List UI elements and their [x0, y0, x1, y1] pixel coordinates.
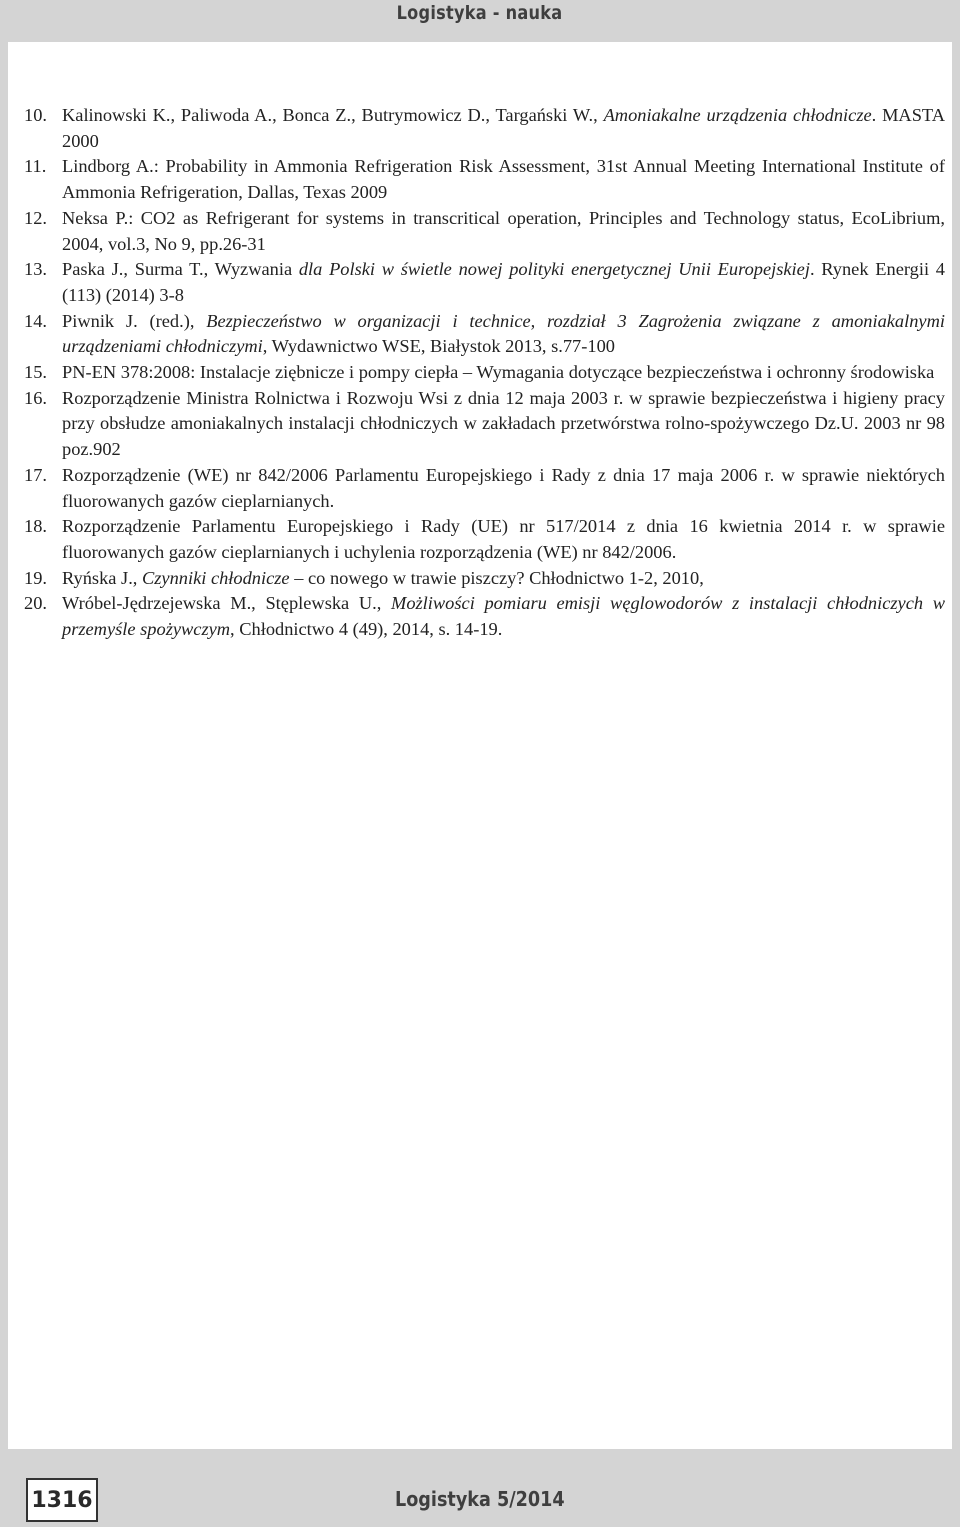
reference-text: [62, 591, 945, 642]
reference-text-segment: Lindborg A.: Probability in Ammonia Refrigeration Risk Assessment, 31st Annual Meeting International Institute of Ammonia Refrigeration, Dallas, Texas 2009: [62, 156, 945, 203]
reference-item: [24, 257, 945, 308]
reference-text: [62, 309, 945, 360]
reference-item: [24, 103, 945, 154]
reference-item: [24, 309, 945, 360]
reference-number: 19.: [24, 567, 47, 588]
reference-item: [24, 206, 945, 257]
reference-text-segment: Kalinowski K., Paliwoda A., Bonca Z., Butrymowicz D., Targański W.,: [62, 105, 604, 125]
reference-number: 20.: [24, 593, 47, 614]
reference-text-segment: PN-EN 378:2008: Instalacje ziębnicze i pompy ciepła – Wymagania dotyczące bezpieczeństwa i ochronny środowiska: [62, 362, 935, 383]
reference-text-segment: . MASTA 2000: [62, 105, 945, 151]
reference-number: 11.: [24, 156, 47, 177]
reference-number: 15.: [24, 362, 47, 383]
reference-text: [62, 257, 945, 308]
reference-text: [62, 386, 945, 463]
reference-number: 16.: [24, 387, 47, 408]
reference-item: [24, 591, 945, 642]
reference-item: [24, 514, 945, 565]
reference-text: [62, 514, 945, 565]
reference-item: [24, 360, 945, 386]
reference-text: [62, 463, 945, 514]
reference-text-segment: Rozporządzenie Ministra Rolnictwa i Rozwoju Wsi z dnia 12 maja 2003 r. w sprawie bezpieczeństwa i higieny pracy przy obsłudze amoniakalnych instalacji chłodniczych w zakładach przetwórstwa rolno-spożywczego Dz.U. 2003 nr 98 poz.902: [62, 387, 945, 460]
reference-text: [62, 206, 945, 257]
reference-number: 10.: [24, 105, 47, 125]
reference-text-segment: , Chłodnictwo 4 (49), 2014, s. 14-19.: [230, 619, 503, 640]
page-body: [8, 42, 952, 1449]
reference-item: [24, 463, 945, 514]
reference-number: 17.: [24, 464, 47, 485]
reference-text-segment: – co nowego w trawie piszczy? Chłodnictwo 1-2, 2010,: [289, 567, 704, 588]
reference-number: 13.: [24, 259, 47, 280]
reference-text: [62, 103, 945, 154]
journal-issue: Logistyka 5/2014: [395, 1487, 565, 1511]
reference-number: 12.: [24, 207, 47, 228]
reference-text-segment: , Wydawnictwo WSE, Białystok 2013, s.77-100: [262, 336, 615, 357]
reference-text: [62, 566, 945, 592]
reference-number: 14.: [24, 310, 47, 331]
reference-title-italic: Możliwości pomiaru emisji węglowodorów z instalacji chłodniczych w przemyśle spożywczym: [62, 593, 945, 640]
reference-text-segment: Neksa P.: CO2 as Refrigerant for systems in transcritical operation, Principles and Technology status, EcoLibrium, 2004, vol.3, No 9, pp.26-31: [62, 207, 945, 254]
reference-item: [24, 566, 945, 592]
page-number: 1316: [26, 1478, 98, 1522]
reference-text-segment: Paska J., Surma T., Wyzwania: [62, 259, 299, 280]
reference-title-italic: Czynniki chłodnicze: [141, 567, 290, 588]
reference-list: [24, 103, 945, 643]
reference-text-segment: Rozporządzenie Parlamentu Europejskiego i Rady (UE) nr 517/2014 z dnia 16 kwietnia 2014 r. w sprawie fluorowanych gazów cieplarnianych i uchylenia rozporządzenia (WE) nr 842/2006.: [62, 516, 945, 562]
running-header: [0, 0, 960, 40]
reference-text-segment: Rozporządzenie (WE) nr 842/2006 Parlamentu Europejskiego i Rady z dnia 17 maja 2006 r. w sprawie niektórych fluorowanych gazów cieplarnianych.: [62, 464, 945, 511]
page-footer: [0, 1449, 960, 1527]
header-title: Logistyka - nauka: [397, 2, 563, 24]
reference-text: [62, 154, 945, 205]
reference-text-segment: Piwnik J. (red.),: [62, 310, 207, 331]
reference-title-italic: Bezpieczeństwo w organizacji i technice, rozdział 3 Zagrożenia związane z amoniakalnymi urządzeniami chłodniczymi: [62, 310, 945, 357]
reference-item: [24, 154, 945, 205]
reference-text-segment: . Rynek Energii 4 (113) (2014) 3-8: [62, 259, 945, 305]
reference-text-segment: Wróbel-Jędrzejewska M., Stęplewska U.,: [62, 593, 392, 614]
reference-title-italic: Amoniakalne urządzenia chłodnicze: [603, 105, 872, 125]
reference-text: [62, 360, 945, 386]
reference-number: 18.: [24, 516, 47, 537]
reference-title-italic: dla Polski w świetle nowej polityki energetycznej Unii Europejskiej: [298, 259, 810, 280]
reference-item: [24, 386, 945, 463]
reference-text-segment: Ryńska J.,: [62, 567, 142, 588]
